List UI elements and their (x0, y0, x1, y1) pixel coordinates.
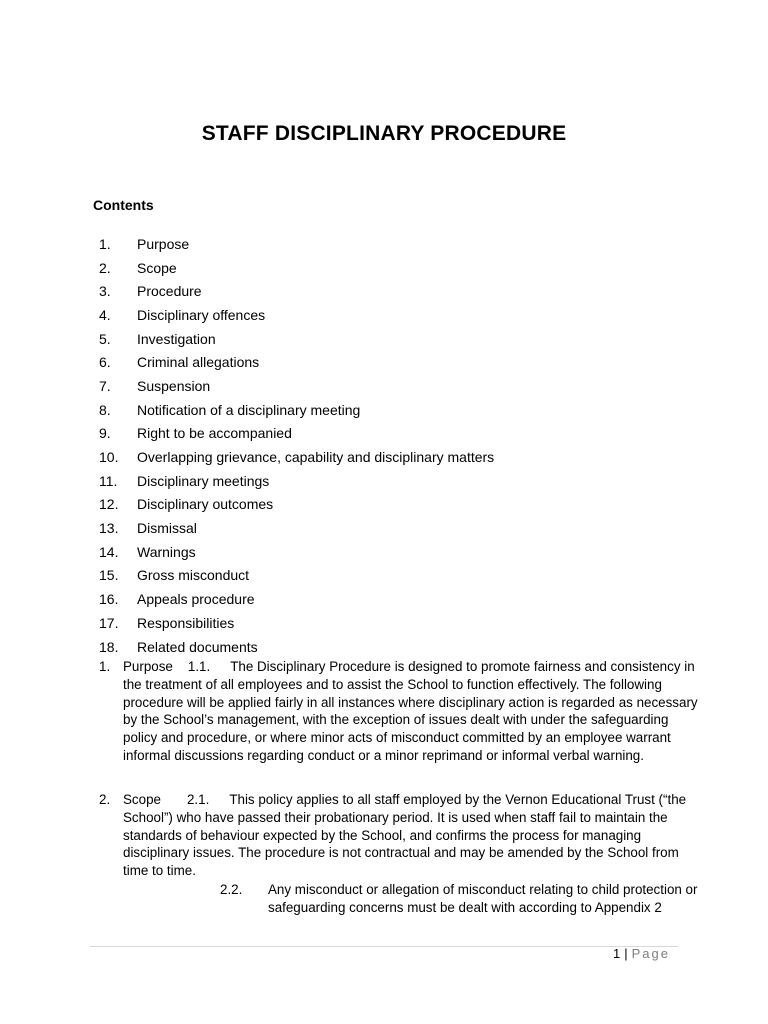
toc-item (99, 350, 494, 374)
page-number: 1 (613, 946, 621, 961)
table-of-contents (99, 232, 494, 658)
toc-item (99, 540, 494, 564)
section-body (123, 658, 699, 765)
subsection-2-2 (220, 881, 700, 917)
toc-number: 16. (99, 591, 119, 608)
toc-label: Appeals procedure (137, 591, 255, 608)
toc-number: 9. (99, 425, 111, 442)
section-purpose (99, 658, 699, 765)
footer-separator: | (624, 946, 628, 961)
toc-item (99, 564, 494, 588)
toc-number: 14. (99, 543, 119, 560)
section-heading: Purpose (123, 659, 173, 674)
toc-label: Procedure (137, 283, 202, 300)
page-word: Page (631, 946, 670, 961)
toc-number: 7. (99, 377, 111, 394)
footer-rule (90, 946, 678, 947)
toc-label: Investigation (137, 330, 216, 347)
toc-item (99, 279, 494, 303)
toc-item (99, 445, 494, 469)
toc-item (99, 635, 494, 659)
toc-item (99, 327, 494, 351)
toc-item (99, 398, 494, 422)
toc-label: Suspension (137, 377, 211, 394)
toc-label: Dismissal (137, 520, 197, 537)
toc-label: Disciplinary outcomes (137, 496, 274, 513)
toc-label: Gross misconduct (137, 567, 250, 584)
toc-number: 1. (99, 235, 111, 252)
toc-number: 8. (99, 401, 111, 418)
toc-item (99, 493, 494, 517)
toc-label: Right to be accompanied (137, 425, 292, 442)
subsection-text: Any misconduct or allegation of misconduct relating to child protection or safeguarding concerns must be dealt with according to Appendix 2 (268, 882, 698, 915)
toc-item (99, 374, 494, 398)
toc-item (99, 469, 494, 493)
toc-item (99, 303, 494, 327)
toc-number: 17. (99, 614, 119, 631)
section-number: 1. (99, 659, 111, 674)
toc-label: Related documents (137, 638, 258, 655)
toc-label: Scope (137, 259, 177, 276)
toc-number: 10. (99, 449, 119, 466)
toc-item (99, 516, 494, 540)
section-scope (99, 791, 699, 880)
toc-number: 12. (99, 496, 119, 513)
toc-number: 6. (99, 354, 111, 371)
toc-number: 15. (99, 567, 119, 584)
toc-label: Responsibilities (137, 614, 235, 631)
toc-number: 18. (99, 638, 119, 655)
page-title: STAFF DISCIPLINARY PROCEDURE (201, 122, 567, 145)
page-footer (613, 946, 670, 961)
subsection-number: 1.1. (187, 659, 211, 674)
toc-label: Notification of a disciplinary meeting (137, 401, 361, 418)
toc-number: 3. (99, 283, 111, 300)
toc-number: 11. (99, 472, 118, 489)
section-heading: Scope (123, 792, 161, 807)
toc-number: 4. (99, 306, 111, 323)
section-text: This policy applies to all staff employed by the Vernon Educational Trust (“the School”) who have passed their probationary period. It is used when staff fail to maintain the standards of behaviour expected by the School, and confirms the process for managing disciplinary issues. The procedure is not contractual and may be amended by the School from time to time. (123, 792, 687, 879)
subsection-number: 2.1. (186, 792, 210, 807)
toc-item (99, 256, 494, 280)
toc-label: Warnings (137, 543, 196, 560)
toc-label: Purpose (137, 235, 190, 252)
toc-number: 2. (99, 259, 111, 276)
toc-number: 13. (99, 520, 119, 537)
toc-label: Disciplinary offences (137, 306, 266, 323)
section-text: The Disciplinary Procedure is designed to promote fairness and consistency in the treatment of all employees and to assist the School to function effectively. The following procedure will be applied fairly in all instances where disciplinary action is regarded as necessary by the School’s management, with the exception of issues dealt with under the safeguarding policy and procedure, or where minor acts of misconduct committed by an employee warrant informal discussions regarding conduct or a minor reprimand or informal verbal warning. (123, 659, 698, 763)
toc-item (99, 611, 494, 635)
toc-label: Disciplinary meetings (137, 472, 270, 489)
toc-label: Criminal allegations (137, 354, 260, 371)
subsection-number: 2.2. (220, 882, 243, 897)
toc-label: Overlapping grievance, capability and disciplinary matters (137, 449, 495, 466)
contents-heading: Contents (93, 197, 154, 213)
toc-item (99, 422, 494, 446)
toc-item (99, 587, 494, 611)
toc-number: 5. (99, 330, 111, 347)
section-body (123, 791, 699, 880)
section-number: 2. (99, 792, 111, 807)
toc-item (99, 232, 494, 256)
